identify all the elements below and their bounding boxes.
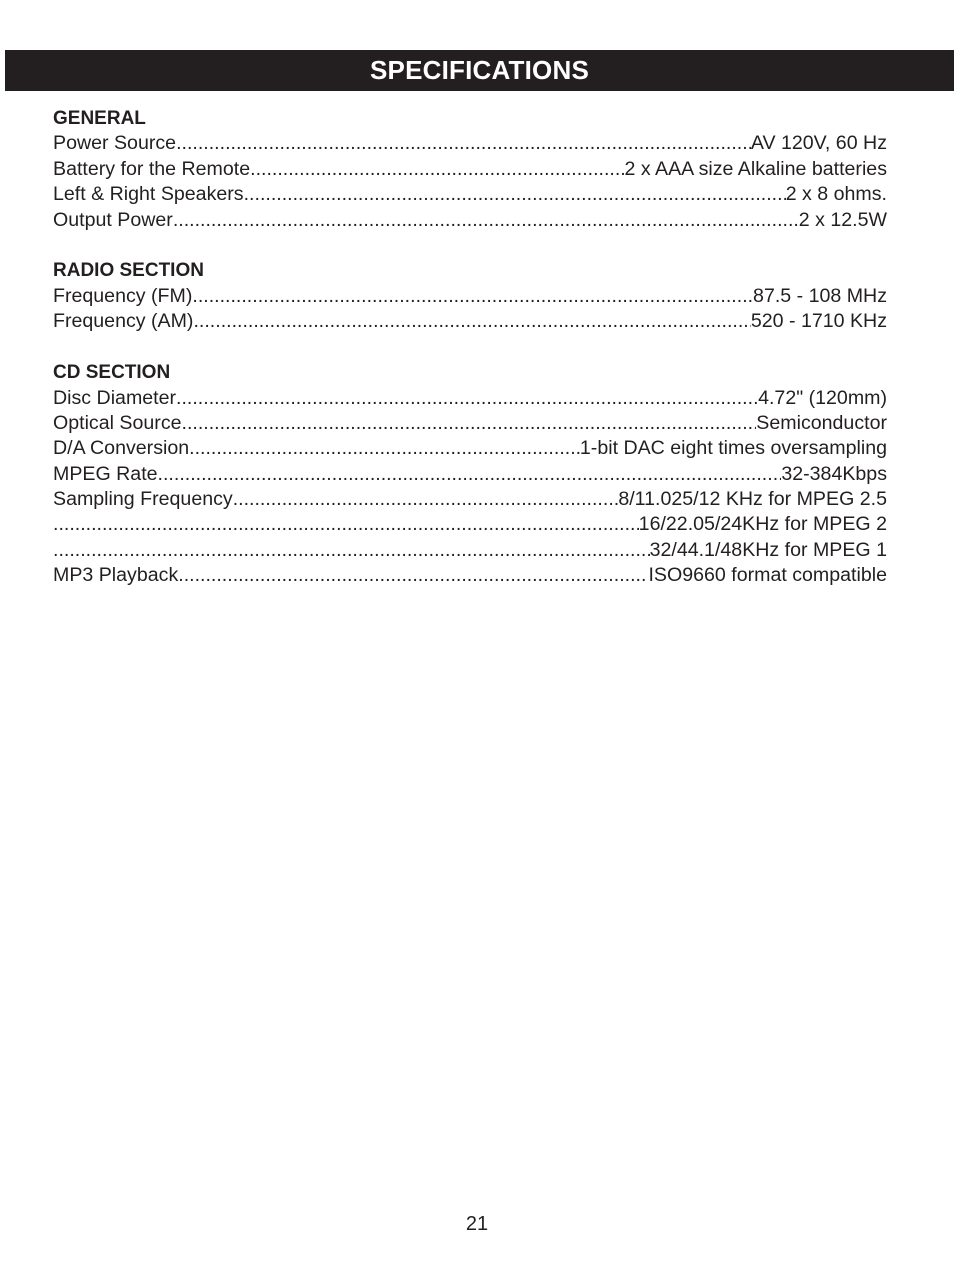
spec-value: 32/44.1/48KHz for MPEG 1 — [649, 538, 887, 561]
spec-value: ISO9660 format compatible — [648, 564, 887, 587]
spec-row-da-conversion — [53, 436, 887, 461]
dot-leader — [182, 411, 757, 436]
section-general — [53, 106, 887, 233]
spec-row-optical-source — [53, 411, 887, 436]
spec-value: 4.72" (120mm) — [758, 386, 887, 409]
spec-label: MP3 Playback — [53, 564, 179, 587]
specifications-list — [53, 106, 887, 614]
spec-label: Disc Diameter — [53, 386, 177, 409]
spec-row-sampling-frequency-mpeg2 — [53, 512, 887, 537]
spec-row-frequency-am — [53, 309, 887, 334]
spec-row-disc-diameter — [53, 386, 887, 411]
dot-leader — [176, 131, 751, 156]
spec-value: AV 120V, 60 Hz — [750, 132, 887, 155]
spec-label: MPEG Rate — [53, 462, 158, 485]
dot-leader — [193, 309, 750, 334]
page-title: SPECIFICATIONS — [369, 55, 589, 85]
spec-row-frequency-fm — [53, 284, 887, 309]
dot-leader — [176, 386, 758, 411]
spec-value: 1-bit DAC eight times oversampling — [579, 437, 887, 460]
spec-value: Semiconductor — [756, 411, 887, 434]
spec-value: 32-384Kbps — [781, 462, 887, 485]
spec-row-output-power — [53, 208, 887, 233]
spec-value: 2 x AAA size Alkaline batteries — [624, 157, 887, 180]
dot-leader — [250, 157, 624, 182]
section-heading: RADIO SECTION — [53, 260, 204, 282]
dot-leader — [173, 208, 799, 233]
spec-row-sampling-frequency — [53, 487, 887, 512]
section-cd — [53, 360, 887, 589]
section-radio — [53, 258, 887, 334]
dot-leader — [244, 182, 786, 207]
dot-leader — [178, 563, 648, 588]
spec-value: 2 x 12.5W — [798, 208, 887, 231]
spec-row-power-source — [53, 131, 887, 156]
page-number: 21 — [465, 1213, 489, 1235]
dot-leader — [158, 462, 782, 487]
dot-leader — [198, 284, 753, 309]
spec-row-speakers — [53, 182, 887, 207]
spec-row-remote-battery — [53, 157, 887, 182]
spec-row-sampling-frequency-mpeg1 — [53, 538, 887, 563]
spec-row-mp3-playback — [53, 563, 887, 588]
spec-value: 2 x 8 ohms. — [785, 183, 887, 206]
dot-leader — [53, 538, 650, 563]
section-heading: GENERAL — [53, 108, 146, 129]
spec-value: 87.5 - 108 MHz — [753, 284, 887, 307]
spec-label: Frequency (FM). — [53, 284, 198, 307]
spec-label: Frequency (AM) — [53, 310, 194, 333]
spec-label: Sampling Frequency — [53, 488, 233, 511]
spec-label: Left & Right Speakers — [53, 183, 244, 206]
spec-label: Battery for the Remote — [53, 157, 251, 180]
spec-row-mpeg-rate — [53, 462, 887, 487]
page-title-bar — [5, 50, 954, 91]
dot-leader — [233, 487, 619, 512]
spec-value: 16/22.05/24KHz for MPEG 2 — [638, 513, 887, 536]
dot-leader — [189, 436, 580, 461]
dot-leader — [53, 512, 639, 537]
spec-label: Optical Source — [53, 411, 182, 434]
section-heading: CD SECTION — [53, 362, 171, 384]
spec-label: Output Power — [53, 208, 173, 231]
spec-label: D/A Conversion — [53, 437, 190, 460]
spec-value: 520 - 1710 KHz — [750, 310, 887, 333]
spec-value: 8/11.025/12 KHz for MPEG 2.5 — [618, 488, 887, 511]
spec-label: Power Source — [53, 132, 177, 155]
